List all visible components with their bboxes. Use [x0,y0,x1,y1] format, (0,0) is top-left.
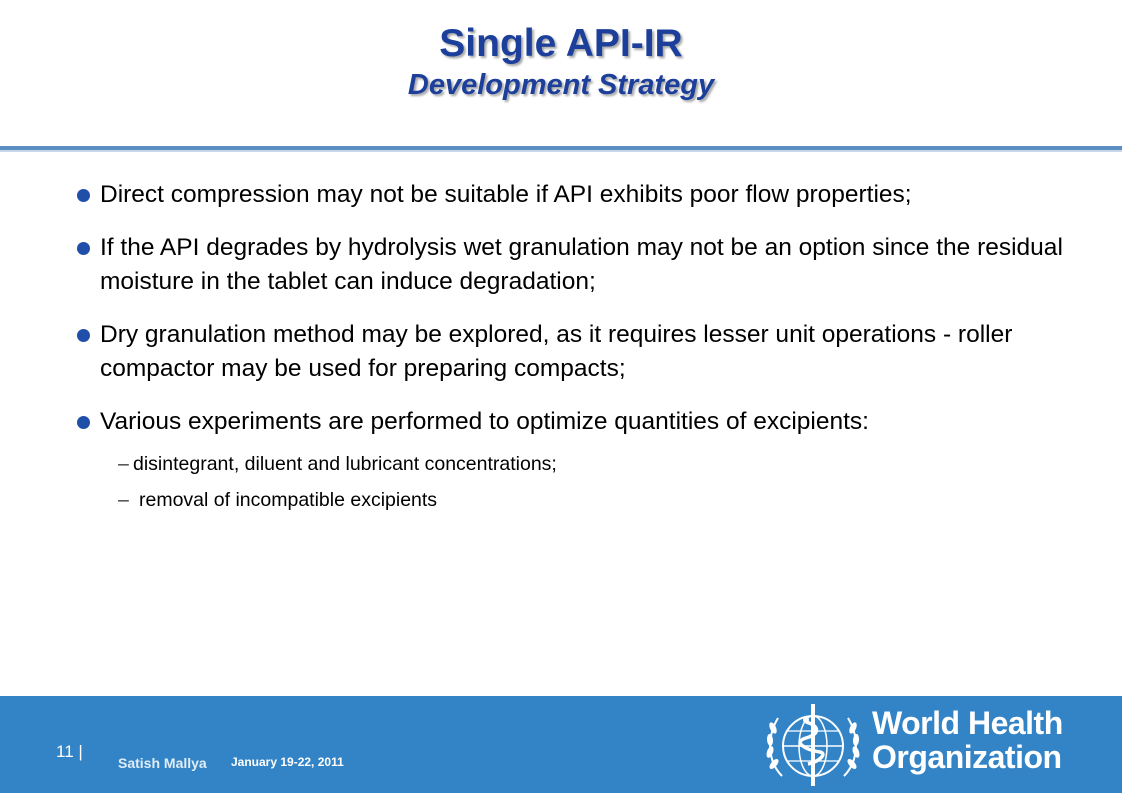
bullet-item [78,231,1078,299]
sub-bullet-item [100,451,1078,478]
bullet-item [78,178,1078,212]
dash-icon: – [118,453,129,475]
bullet-item [78,405,1078,514]
bullet-dot-icon [77,329,90,342]
bullet-dot-icon [77,189,90,202]
title-main: Single API-IR [439,22,683,65]
bullet-text: If the API degrades by hydrolysis wet granulation may not be an option since the residual moisture in the tablet can induce degradation; [100,234,1063,295]
title-subtitle: Development Strategy [407,69,715,101]
bullet-list [78,178,1078,533]
sub-bullet-text: disintegrant, diluent and lubricant concentrations; [133,453,557,475]
bullet-text: Dry granulation method may be explored, as it requires lesser unit operations - roller compactor may be used for preparing compacts; [100,321,1013,382]
who-wordmark [872,706,1063,774]
bullet-item [78,318,1078,386]
sub-bullet-text: removal of incompatible excipients [139,489,438,511]
bullet-text: Direct compression may not be suitable if API exhibits poor flow properties; [100,181,912,208]
title-divider-shadow [0,150,1122,152]
dash-icon: – [118,489,129,511]
bullet-dot-icon [77,242,90,255]
page-number: 11 | [56,742,83,761]
who-logo [762,698,1092,790]
bullet-text: Various experiments are performed to optimize quantities of excipients: [100,408,869,435]
sub-bullet-list [100,451,1078,514]
presentation-date: January 19-22, 2011 [231,755,344,769]
slide-title [0,22,1122,102]
who-emblem-icon [762,698,864,790]
sub-bullet-item [100,487,1078,514]
presenter-name: Satish Mallya [118,755,207,771]
bullet-dot-icon [77,416,90,429]
who-wordmark-line2: Organization [872,739,1062,775]
who-wordmark-line1: World Health [872,705,1063,741]
